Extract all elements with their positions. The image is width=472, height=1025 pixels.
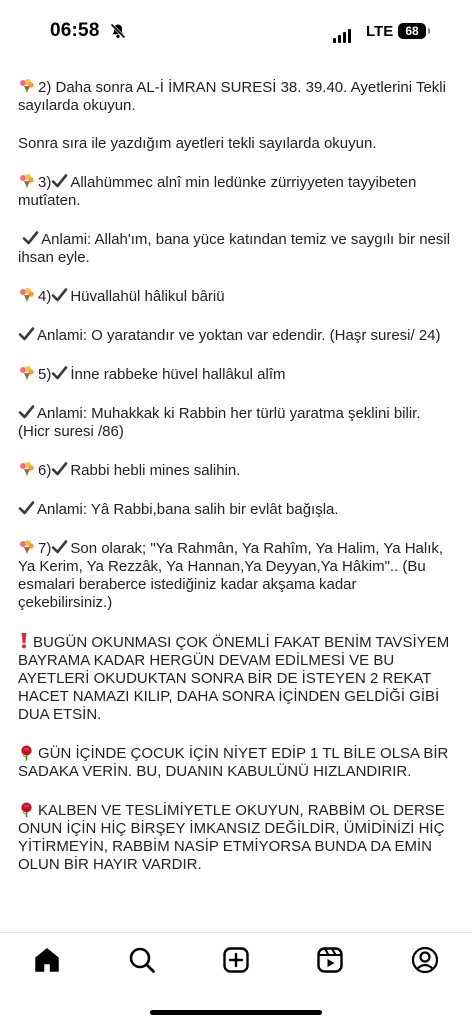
caption-step-3 xyxy=(18,173,452,210)
home-icon[interactable] xyxy=(32,945,62,975)
status-bar xyxy=(0,0,472,64)
step-number: 7) xyxy=(38,540,52,557)
check-mark-icon xyxy=(51,287,68,303)
check-mark-icon xyxy=(51,539,68,555)
caption-text: Anlami: O yaratandır ve yoktan var edendir. (Haşr suresi/ 24) xyxy=(37,327,441,344)
caption-text: Anlami: Allah'ım, bana yüce katından temiz ve saygılı bir nesil ihsan eyle. xyxy=(18,231,455,266)
caption-intro xyxy=(18,135,452,153)
post-caption xyxy=(18,40,455,894)
check-mark-icon xyxy=(51,461,68,477)
caption-meaning-3 xyxy=(18,230,455,267)
search-icon[interactable] xyxy=(127,945,157,975)
caption-closing xyxy=(18,801,452,874)
caption-step-5 xyxy=(18,365,452,384)
caption-text: Anlami: Yâ Rabbi,bana salih bir evlât bağışla. xyxy=(37,501,339,518)
caption-text: Hüvallahül hâlikul bâriü xyxy=(70,288,225,305)
exclamation-icon xyxy=(18,632,30,649)
bouquet-icon xyxy=(18,78,36,94)
rose-icon xyxy=(18,801,35,818)
caption-step-7 xyxy=(18,539,452,612)
profile-icon[interactable] xyxy=(410,945,440,975)
caption-text: İnne rabbeke hüvel hallâkul alîm xyxy=(70,366,286,383)
caption-warning xyxy=(18,632,452,724)
caption-text: Sonra sıra ile yazdığım ayetleri tekli sayılarda okuyun. xyxy=(18,135,377,152)
check-mark-icon xyxy=(51,173,68,189)
check-mark-icon xyxy=(22,230,39,246)
create-icon[interactable] xyxy=(221,945,251,975)
caption-text: GÜN İÇİNDE ÇOCUK İÇİN NİYET EDİP 1 TL BİLE OLSA BİR SADAKA VERİN. BU, DUANIN KABULÜNÜ HIZLANDIRIR. xyxy=(18,745,453,780)
caption-text: Son olarak; "Ya Rahmân, Ya Rahîm, Ya Halim, Ya Halık, Ya Kerim, Ya Rezzâk, Ya Hannan,Ya Deyyan,Ya Hâkim".. (Bu esmalari beraberce istediğiniz kadar akşama kadar çekebilirsiniz.) xyxy=(18,540,447,611)
caption-meaning-6 xyxy=(18,500,452,519)
caption-text: KALBEN VE TESLİMİYETLE OKUYUN, RABBİM OL DERSE ONUN İÇİN HİÇ BİRŞEY İMKANSIZ DEĞİLDİR, ÜMİDİNİZİ HİÇ YİTİRMEYİN, RABBİM NASİP ETMİYORSA BUNDA DA EMİN OLUN BİR HAYIR VARDIR. xyxy=(18,802,449,873)
bell-slash-icon xyxy=(110,23,126,39)
caption-text: Anlami: Muhakkak ki Rabbin her türlü yaratma şeklini bilir. (Hicr suresi /86) xyxy=(18,405,425,440)
check-mark-icon xyxy=(18,500,35,516)
step-number: 6) xyxy=(38,462,52,479)
signal-bars-icon xyxy=(333,25,353,43)
caption-text: Rabbi hebli mines salihin. xyxy=(70,462,241,479)
network-type: LTE xyxy=(366,23,394,40)
step-number: 3) xyxy=(38,174,52,191)
home-indicator xyxy=(150,1010,322,1015)
caption-text: Allahümmec alnî min ledünke zürriyyeten tayyibeten mutîaten. xyxy=(18,174,421,209)
caption-meaning-4 xyxy=(18,326,452,345)
bouquet-icon xyxy=(18,287,36,303)
check-mark-icon xyxy=(18,326,35,342)
bouquet-icon xyxy=(18,461,36,477)
bouquet-icon xyxy=(18,539,36,555)
caption-step-6 xyxy=(18,461,452,480)
caption-text: 2) Daha sonra AL-İ İMRAN SURESİ 38. 39.40. Ayetlerini Tekli sayılarda okuyun. xyxy=(18,79,451,114)
bouquet-icon xyxy=(18,173,36,189)
step-number: 5) xyxy=(38,366,52,383)
rose-icon xyxy=(18,744,35,761)
caption-step-4 xyxy=(18,287,452,306)
check-mark-icon xyxy=(51,365,68,381)
caption-sadaka xyxy=(18,744,452,781)
bouquet-icon xyxy=(18,365,36,381)
caption-meaning-5 xyxy=(18,404,452,441)
step-number: 4) xyxy=(38,288,52,305)
clock: 06:58 xyxy=(50,20,100,41)
caption-step-2 xyxy=(18,78,452,115)
check-mark-icon xyxy=(18,404,35,420)
reels-icon[interactable] xyxy=(315,945,345,975)
battery-icon: 68 xyxy=(398,23,426,39)
caption-text: BUGÜN OKUNMASI ÇOK ÖNEMLİ FAKAT BENİM TAVSİYEM BAYRAMA KADAR HERGÜN DEVAM EDİLMESİ VE BU AYETLERİ OKUDUKTAN SONRA BİR DE İSTEYEN 2 REKAT HACET NAMAZI KILIP, DAHA SONRA İÇİNDEN GELDİĞİ GİBİ DUA ETSİN. xyxy=(18,634,454,723)
